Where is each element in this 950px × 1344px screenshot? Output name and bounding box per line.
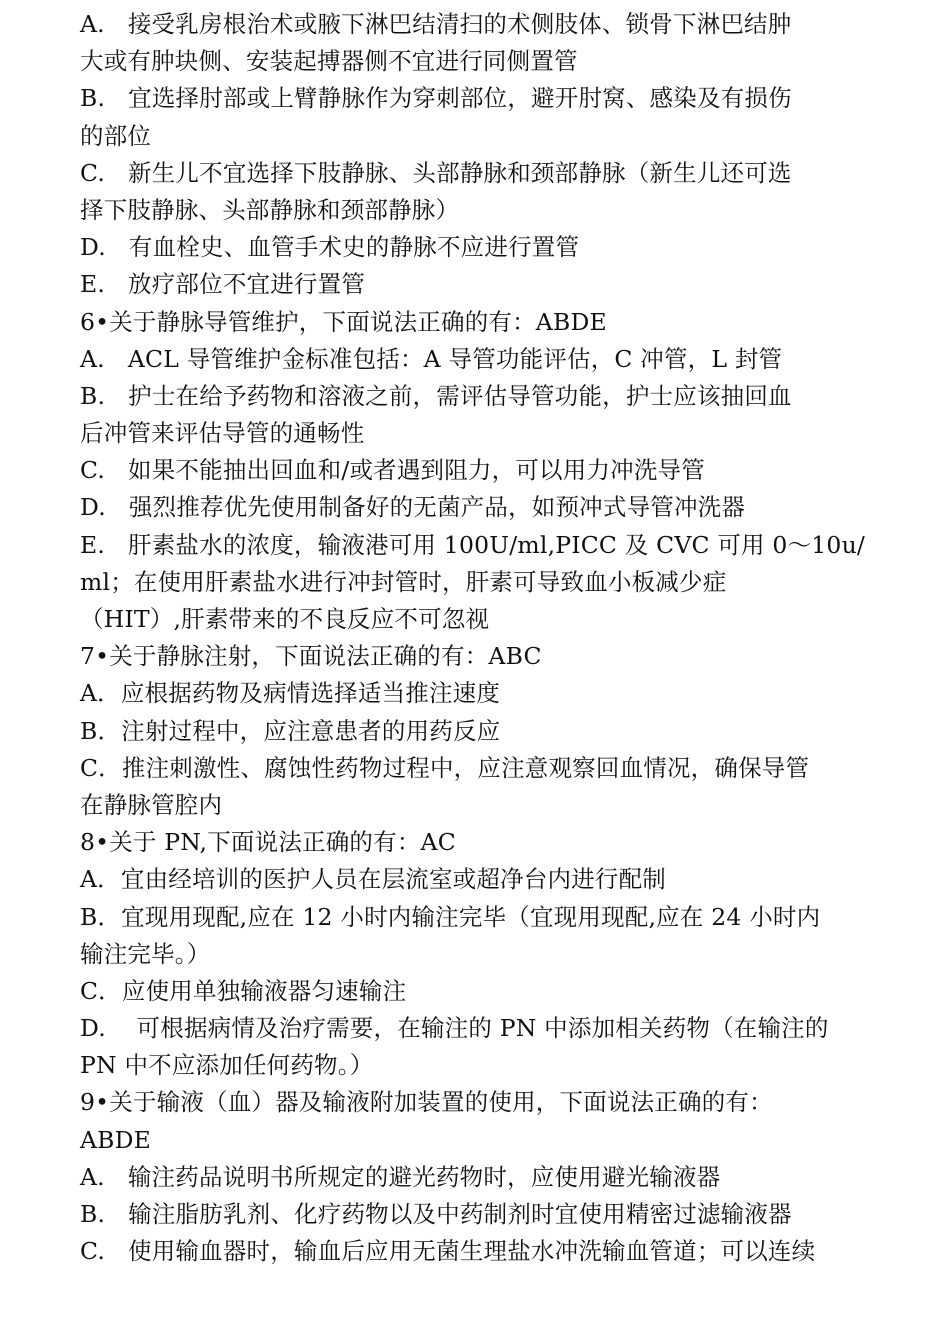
text-line: 在静脉管腔内 bbox=[80, 790, 223, 819]
text-line: C. 如果不能抽出回血和/或者遇到阻力，可以用力冲洗导管 bbox=[80, 456, 705, 485]
answer-option bbox=[80, 861, 880, 898]
text-line: 6•关于静脉导管维护，下面说法正确的有：ABDE bbox=[80, 307, 607, 336]
answer-option bbox=[80, 6, 880, 80]
answer-option bbox=[80, 1010, 880, 1084]
question-stem bbox=[80, 1084, 880, 1158]
answer-option bbox=[80, 341, 880, 378]
answer-option bbox=[80, 1159, 880, 1196]
text-line: 大或有肿块侧、安装起搏器侧不宜进行同侧置管 bbox=[80, 47, 578, 76]
text-line: B. 宜选择肘部或上臂静脉作为穿刺部位，避开肘窝、感染及有损伤 bbox=[80, 84, 792, 113]
text-line: C．推注刺激性、腐蚀性药物过程中，应注意观察回血情况，确保导管 bbox=[80, 753, 810, 782]
text-line: A．应根据药物及病情选择适当推注速度 bbox=[80, 679, 501, 708]
question-stem bbox=[80, 304, 880, 341]
text-line: D. 强烈推荐优先使用制备好的无菌产品，如预冲式导管冲洗器 bbox=[80, 493, 746, 522]
text-line: C. 新生儿不宜选择下肢静脉、头部静脉和颈部静脉（新生儿还可选 bbox=[80, 158, 792, 187]
answer-option bbox=[80, 899, 880, 973]
answer-option bbox=[80, 229, 880, 266]
text-line: ml；在使用肝素盐水进行冲封管时，肝素可导致血小板减少症 bbox=[80, 567, 727, 596]
text-line: 后冲管来评估导管的通畅性 bbox=[80, 419, 365, 448]
text-line: 输注完毕。） bbox=[80, 939, 211, 968]
text-line: B．宜现用现配,应在 12 小时内输注完毕（宜现用现配,应在 24 小时内 bbox=[80, 902, 821, 931]
text-line: A．宜由经培训的医护人员在层流室或超净台内进行配制 bbox=[80, 865, 666, 894]
text-line: D. 可根据病情及治疗需要，在输注的 PN 中添加相关药物（在输注的 bbox=[80, 1014, 829, 1043]
text-line: 7•关于静脉注射，下面说法正确的有：ABC bbox=[80, 642, 542, 671]
answer-option bbox=[80, 675, 880, 712]
text-line: 的部位 bbox=[80, 121, 152, 150]
answer-option bbox=[80, 489, 880, 526]
question-stem bbox=[80, 638, 880, 675]
text-line: PN 中不应添加任何药物。） bbox=[80, 1051, 374, 1080]
answer-option bbox=[80, 750, 880, 824]
text-line: A. 接受乳房根治术或腋下淋巴结清扫的术侧肢体、锁骨下淋巴结肿 bbox=[80, 10, 792, 38]
text-line: B. 输注脂肪乳剂、化疗药物以及中药制剂时宜使用精密过滤输液器 bbox=[80, 1200, 792, 1228]
text-line: E. 放疗部位不宜进行置管 bbox=[80, 270, 366, 299]
text-line: C. 使用输血器时，输血后应用无菌生理盐水冲洗输血管道；可以连续 bbox=[80, 1237, 816, 1266]
answer-option bbox=[80, 266, 880, 303]
text-line: A. 输注药品说明书所规定的避光药物时，应使用避光输液器 bbox=[80, 1162, 721, 1191]
text-line: ABDE bbox=[80, 1125, 152, 1154]
document-page bbox=[80, 6, 880, 1270]
text-line: B．注射过程中，应注意患者的用药反应 bbox=[80, 716, 501, 745]
answer-option bbox=[80, 973, 880, 1010]
text-line: A. ACL 导管维护金标准包括：A 导管功能评估，C 冲管，L 封管 bbox=[80, 344, 783, 373]
text-line: （HIT）,肝素带来的不良反应不可忽视 bbox=[80, 605, 490, 633]
answer-option bbox=[80, 452, 880, 489]
answer-option bbox=[80, 1233, 880, 1270]
text-line: 择下肢静脉、头部静脉和颈部静脉） bbox=[80, 195, 460, 224]
answer-option bbox=[80, 527, 880, 639]
text-line: E. 肝素盐水的浓度，输液港可用 100U/ml,PICC 及 CVC 可用 0〜10u/ bbox=[80, 530, 866, 559]
text-line: C．应使用单独输液器匀速输注 bbox=[80, 976, 407, 1005]
answer-option bbox=[80, 378, 880, 452]
text-line: 9•关于输液（血）器及输液附加装置的使用，下面说法正确的有： bbox=[80, 1088, 773, 1117]
answer-option bbox=[80, 1196, 880, 1233]
text-line: 8•关于 PN,下面说法正确的有：AC bbox=[80, 828, 456, 857]
question-stem bbox=[80, 824, 880, 861]
text-line: B. 护士在给予药物和溶液之前，需评估导管功能，护士应该抽回血 bbox=[80, 381, 792, 410]
answer-option bbox=[80, 155, 880, 229]
text-line: D. 有血栓史、血管手术史的静脉不应进行置管 bbox=[80, 233, 580, 262]
answer-option bbox=[80, 713, 880, 750]
answer-option bbox=[80, 80, 880, 154]
